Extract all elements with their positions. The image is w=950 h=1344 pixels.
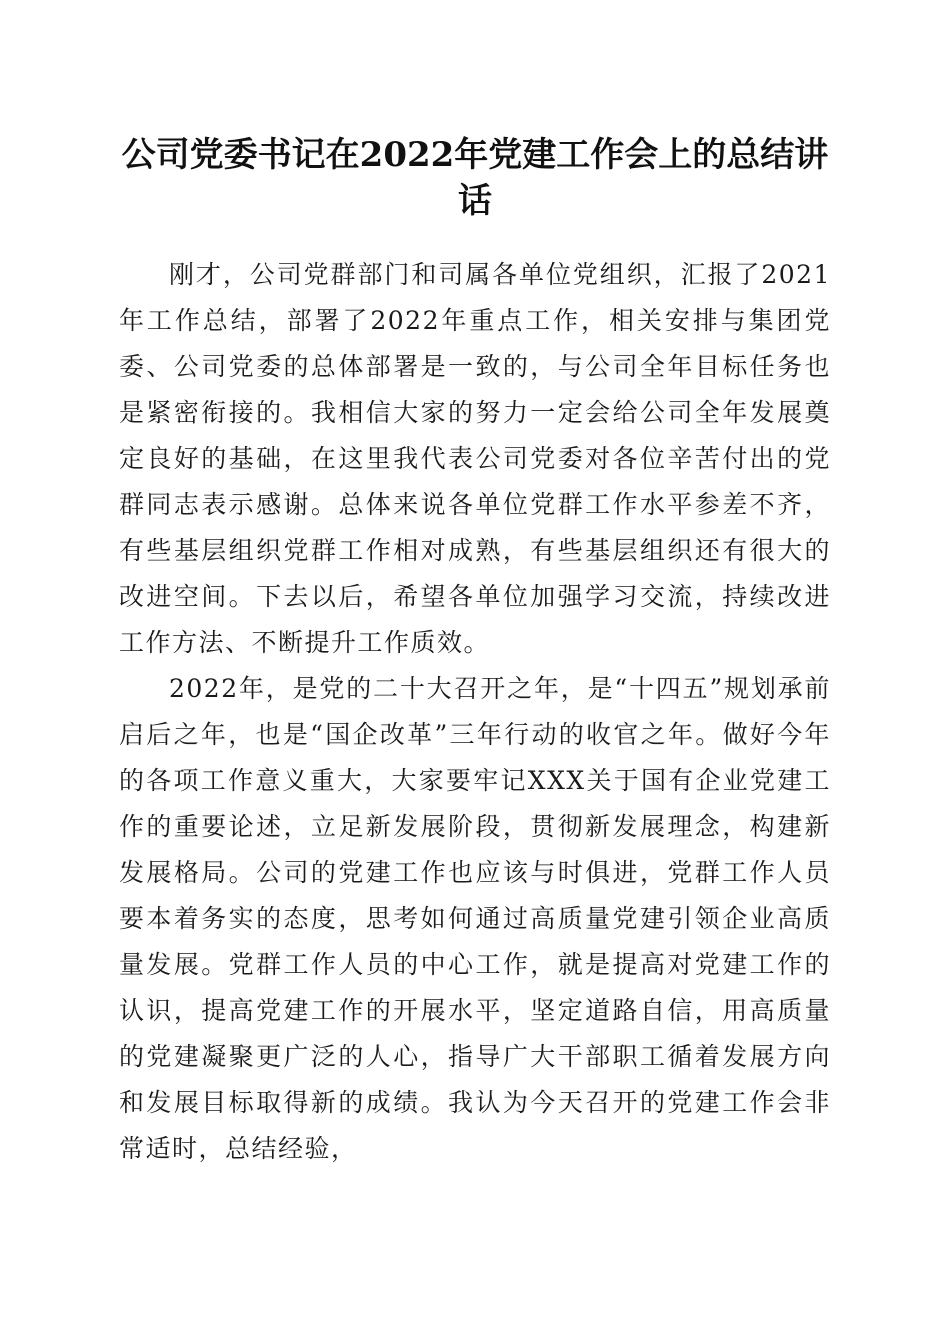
paragraph: 刚才，公司党群部门和司属各单位党组织，汇报了2021年工作总结，部署了2022年重点工作，相关安排与集团党委、公司党委的总体部署是一致的，与公司全年目标任务也是紧密衔接的。我相信大家的努力一定会给公司全年发展奠定良好的基础，在这里我代表公司党委对各位辛苦付出的党群同志表示感谢。总体来说各单位党群工作水平参差不齐，有些基层组织党群工作相对成熟，有些基层组织还有很大的改进空间。下去以后，希望各单位加强学习交流，持续改进工作方法、不断提升工作质效。	[119, 260, 831, 657]
document-body	[119, 252, 831, 1172]
paragraph: 2022年，是党的二十大召开之年，是“十四五”规划承前启后之年，也是“国企改革”三年行动的收官之年。做好今年的各项工作意义重大，大家要牢记XXX关于国有企业党建工作的重要论述，立足新发展阶段，贯彻新发展理念，构建新发展格局。公司的党建工作也应该与时俱进，党群工作人员要本着务实的态度，思考如何通过高质量党建引领企业高质量发展。党群工作人员的中心工作，就是提高对党建工作的认识，提高党建工作的开展水平，坚定道路自信，用高质量的党建凝聚更广泛的人心，指导广大干部职工循着发展方向和发展目标取得新的成绩。我认为今天召开的党建工作会非常适时，总结经验，	[119, 674, 831, 1163]
document-title: 公司党委书记在2022年党建工作会上的总结讲话	[121, 135, 829, 221]
